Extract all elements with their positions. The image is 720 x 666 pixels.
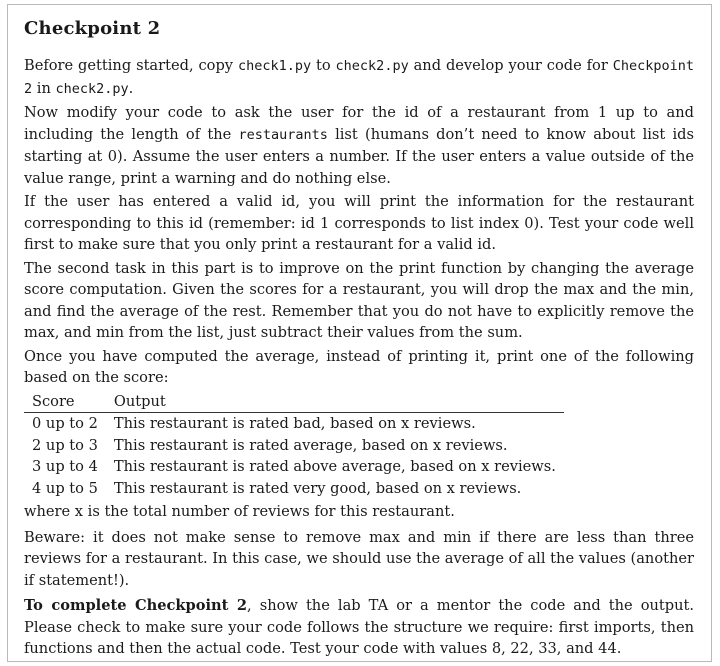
valid-id-paragraph: If the user has entered a valid id, you will print the information for the restaurant corresponding to this id (remember: id 1 corresponds to list index 0). Test your code well first to make sure that you only print a restaurant for a valid id.	[24, 193, 694, 253]
table-header-output: Output	[106, 391, 564, 413]
table-row	[24, 413, 564, 435]
score-cell: 3 up to 4	[32, 458, 98, 475]
completion-paragraph: To complete Checkpoint 2, show the lab TA or a mentor the code and the output. Please check to make sure your code follows the structure we require: first imports, then functions and then the actual code. Test your code with values 8, 22, 33, and 44.	[24, 597, 695, 657]
filename-check1: check1.py	[237, 58, 312, 74]
beware-paragraph: Beware: it does not make sense to remove max and min if there are less than three reviews for a restaurant. In this case, we should use the average of all the values (another if statement!).	[24, 528, 694, 589]
output-intro-paragraph: Once you have computed the average, instead of printing it, print one of the following based on the score:	[24, 347, 694, 386]
score-cell: 2 up to 3	[32, 436, 98, 454]
output-cell: This restaurant is rated very good, based on x reviews.	[113, 479, 522, 497]
document-body	[24, 55, 694, 662]
intro-paragraph: Before getting started, copy check1.py to check2.py and develop your code for Checkpoint 2 in check2.py.	[24, 57, 694, 97]
restaurants-list-code: restaurants	[238, 126, 328, 143]
table-row	[24, 435, 564, 457]
checkpoint-code-label: Checkpoint 2	[24, 58, 694, 97]
x-definition-paragraph: where x is the total number of reviews for this restaurant.	[24, 503, 455, 520]
completion-heading: To complete Checkpoint 2	[24, 597, 248, 614]
filename-check2-again: check2.py	[55, 80, 129, 97]
score-cell: 4 up to 5	[32, 479, 98, 497]
table-row	[24, 456, 564, 478]
table-header-score: Score	[24, 391, 106, 413]
filename-check2: check2.py	[335, 58, 409, 74]
output-cell: This restaurant is rated bad, based on x reviews.	[113, 415, 476, 432]
score-cell: 0 up to 2	[32, 415, 98, 432]
output-cell: This restaurant is rated above average, based on x reviews.	[113, 458, 556, 475]
modify-paragraph: Now modify your code to ask the user for the id of a restaurant from 1 up to and including the length of the restaurants list (humans don’t need to know about list ids starting at 0). Assume the user enters a number. If the user enters a value outside of the value range, print a warning and do nothing else.	[24, 104, 694, 187]
average-task-paragraph: The second task in this part is to improve on the print function by changing the average score computation. Given the scores for a restaurant, you will drop the max and the min, and find the average of the rest. Remember that you do not have to explicitly remove the max, and min from the list, just subtract their values from the sum.	[24, 259, 694, 341]
score-output-table	[24, 391, 564, 500]
page-title: Checkpoint 2	[24, 18, 161, 39]
table-row	[24, 478, 564, 500]
output-cell: This restaurant is rated average, based on x reviews.	[113, 436, 508, 454]
